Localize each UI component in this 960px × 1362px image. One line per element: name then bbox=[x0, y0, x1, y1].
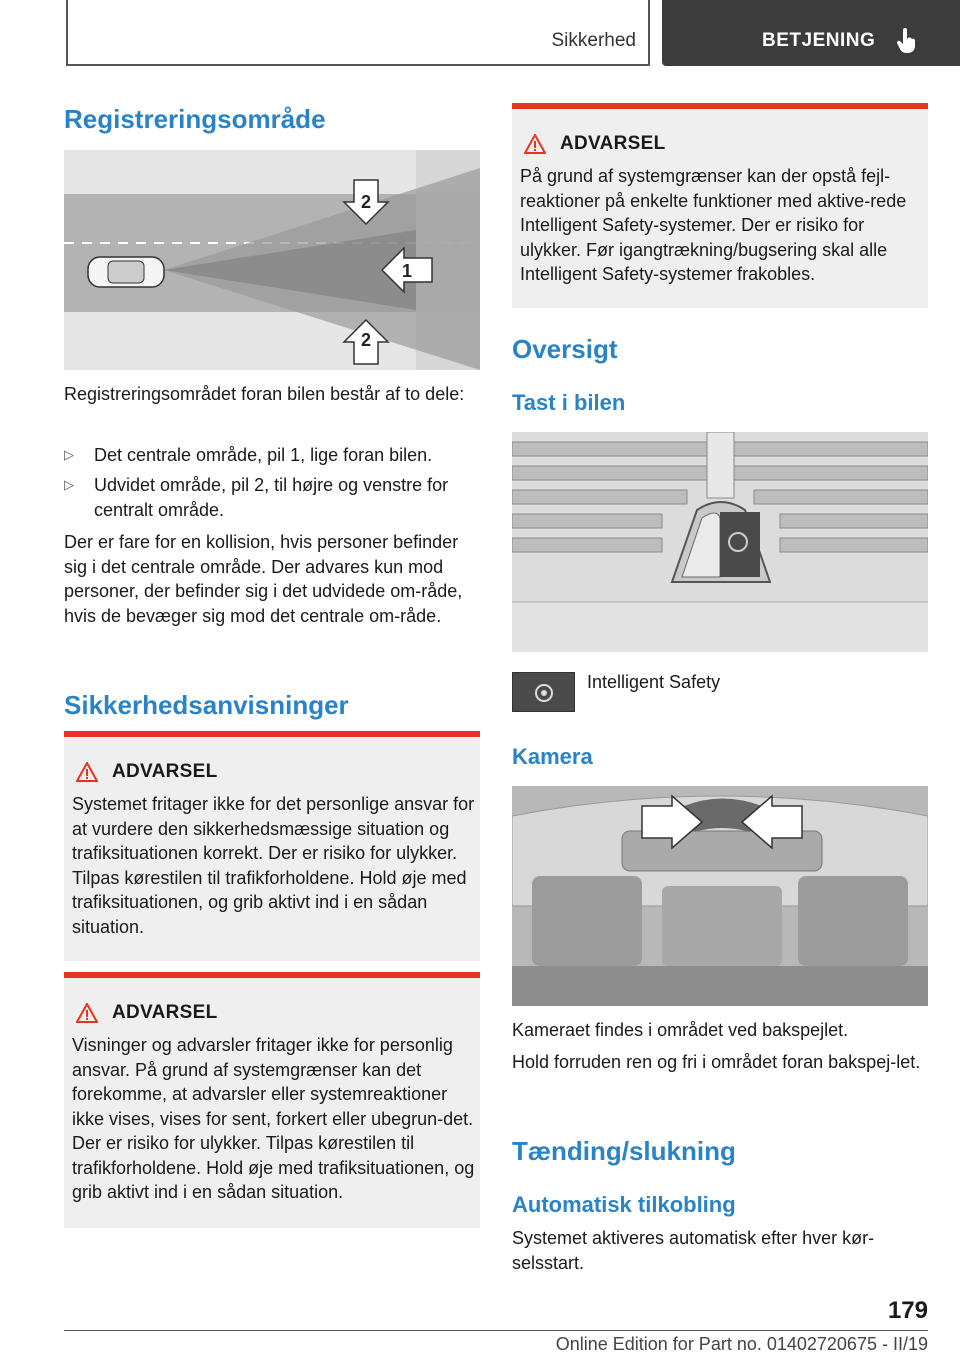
section-title-safety: Sikkerhedsanvisninger bbox=[64, 690, 349, 720]
list-item: ▷ Det centrale område, pil 1, lige foran bilen. bbox=[64, 443, 480, 469]
detection-zone-figure bbox=[64, 150, 480, 370]
bullet-triangle-icon: ▷ bbox=[64, 477, 74, 492]
warning-triangle-icon bbox=[76, 1003, 98, 1023]
auto-text: Systemet aktiveres automatisk efter hver kør-selsstart. bbox=[512, 1228, 875, 1273]
warning-box bbox=[64, 731, 480, 961]
warning-triangle-icon bbox=[76, 762, 98, 782]
camera-text-2: Hold forruden ren og fri i området foran bakspej-let. bbox=[512, 1052, 921, 1072]
warning-text: Systemet fritager ikke for det personlige ansvar for at vurdere den sikkerhedsmæssige situation og trafiksituationen korrekt. Der er risiko for ulykker. Tilpas kørestilen til trafikforholdene. Hold øje med trafiksituationen, og grib aktivt ind i en sådan situation. bbox=[72, 794, 475, 937]
intro-text: Registreringsområdet foran bilen består af to dele: bbox=[64, 384, 465, 404]
header-section: Sikkerhed bbox=[551, 30, 636, 51]
hand-pointer-icon bbox=[896, 28, 918, 54]
header-chapter-tab[interactable] bbox=[662, 0, 960, 66]
footer-divider bbox=[64, 1330, 928, 1331]
warning-title: ADVARSEL bbox=[560, 133, 666, 154]
camera-location-photo bbox=[512, 786, 928, 1006]
warning-text: Visninger og advarsler fritager ikke for personlig ansvar. På grund af systemgrænser kan det forekomme, at advarsler eller systemreaktioner ikke vises, vises for sent, forkert eller ubegrun-det. Der er risiko for ulykker. Tilpas kørestilen til trafikforholdene. Hold øje med trafiksituationen, og grib aktivt ind i en sådan situation. bbox=[72, 1035, 475, 1202]
car-icon bbox=[88, 257, 164, 287]
subsection-title-camera: Kamera bbox=[512, 744, 593, 769]
collision-paragraph: Der er fare for en kollision, hvis personer befinder sig i det centrale område. Der advares kun mod personer, der befinder sig i det udvidede om-råde, hvis de bevæger sig mod det centrale om-råde. bbox=[64, 532, 463, 626]
subsection-title-auto: Automatisk tilkobling bbox=[512, 1192, 736, 1217]
bullet-triangle-icon: ▷ bbox=[64, 447, 74, 462]
section-title-detection-zone: Registreringsområde bbox=[64, 104, 326, 134]
warning-title: ADVARSEL bbox=[112, 1002, 218, 1023]
warning-box bbox=[512, 103, 928, 308]
intelligent-safety-button-icon[interactable] bbox=[512, 672, 575, 712]
section-title-overview: Oversigt bbox=[512, 334, 618, 364]
intelligent-safety-label: Intelligent Safety bbox=[587, 672, 721, 692]
label-2-top: 2 bbox=[360, 192, 372, 212]
camera-text-1: Kameraet findes i området ved bakspejlet. bbox=[512, 1020, 849, 1040]
page-number: 179 bbox=[887, 1297, 928, 1324]
subsection-title-button: Tast i bilen bbox=[512, 390, 626, 415]
list-item: ▷ Udvidet område, pil 2, til højre og venstre for centralt område. bbox=[64, 475, 449, 520]
header-chapter: BETJENING bbox=[762, 30, 876, 51]
dashboard-button-photo bbox=[512, 432, 928, 652]
warning-box bbox=[64, 972, 480, 1228]
edition-text: Online Edition for Part no. 01402720675 - II/19 bbox=[555, 1334, 928, 1354]
warning-title: ADVARSEL bbox=[112, 761, 218, 782]
warning-text: På grund af systemgrænser kan der opstå fejl-reaktioner på enkelte funktioner med aktive-rede Intelligent Safety-systemer. Der er risiko for ulykker. Før igangtrækning/bugsering skal alle Intelligent Safety-systemer frakobles. bbox=[520, 166, 907, 284]
section-title-ignition: Tænding/slukning bbox=[512, 1136, 736, 1166]
label-2-bottom: 2 bbox=[360, 330, 372, 350]
label-1: 1 bbox=[401, 261, 413, 281]
warning-triangle-icon bbox=[524, 134, 546, 154]
